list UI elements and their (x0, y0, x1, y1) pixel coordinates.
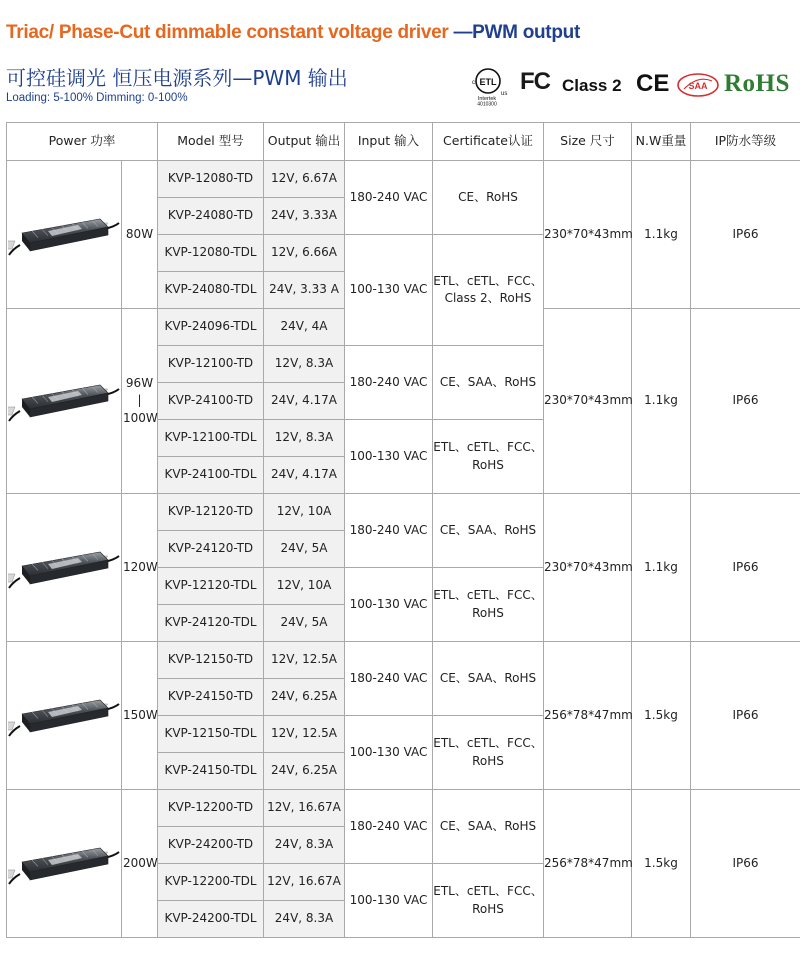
etl-mark-text: ETL (479, 77, 497, 87)
model-cell: KVP-24096-TDL (158, 309, 264, 346)
ce-logo: CE (636, 70, 670, 97)
table-header-row (7, 123, 800, 161)
weight-cell: 1.5kg (632, 790, 691, 938)
cert-cell: ETL、cETL、FCC、RoHS (433, 864, 544, 938)
weight-cell: 1.1kg (632, 494, 691, 642)
output-cell: 12V, 8.3A (264, 346, 345, 383)
model-cell: KVP-12150-TD (158, 642, 264, 679)
model-cell: KVP-12080-TD (158, 161, 264, 198)
power-150w: 150W (122, 642, 158, 790)
input-cell: 180-240 VAC (345, 346, 433, 420)
header-input: Input 输入 (345, 123, 433, 161)
output-cell: 12V, 6.67A (264, 161, 345, 198)
spec-table (6, 122, 800, 938)
input-cell: 180-240 VAC (345, 642, 433, 716)
weight-cell: 1.1kg (632, 309, 691, 494)
model-cell: KVP-24150-TDL (158, 753, 264, 790)
table-row (7, 494, 800, 531)
output-cell: 24V, 6.25A (264, 753, 345, 790)
input-cell: 100-130 VAC (345, 420, 433, 494)
size-cell: 256*78*47mm (544, 790, 632, 938)
input-cell: 100-130 VAC (345, 864, 433, 938)
input-cell: 100-130 VAC (345, 716, 433, 790)
driver-image-150w (7, 642, 122, 790)
ip-cell: IP66 (691, 790, 800, 938)
input-cell: 100-130 VAC (345, 235, 433, 346)
led-driver-icon (8, 371, 120, 431)
header-ip: IP防水等级 (691, 123, 800, 161)
size-cell: 230*70*43mm (544, 309, 632, 494)
saa-logo-icon (676, 72, 720, 98)
header-certificate: Certificate认证 (433, 123, 544, 161)
model-cell: KVP-24080-TD (158, 198, 264, 235)
ip-cell: IP66 (691, 494, 800, 642)
cert-cell: ETL、cETL、FCC、RoHS (433, 568, 544, 642)
model-cell: KVP-24080-TDL (158, 272, 264, 309)
output-cell: 24V, 4A (264, 309, 345, 346)
power-200w: 200W (122, 790, 158, 938)
size-cell: 256*78*47mm (544, 642, 632, 790)
output-cell: 24V, 8.3A (264, 901, 345, 938)
ip-cell: IP66 (691, 642, 800, 790)
driver-image-200w (7, 790, 122, 938)
etl-c-text: c (472, 80, 475, 86)
output-cell: 24V, 4.17A (264, 383, 345, 420)
output-cell: 12V, 10A (264, 568, 345, 605)
rohs-logo: RoHS (724, 70, 790, 97)
etl-intertek-text: Intertek (477, 96, 497, 102)
output-cell: 24V, 5A (264, 531, 345, 568)
model-cell: KVP-12200-TDL (158, 864, 264, 901)
power-line: | (137, 393, 142, 408)
subtitle-chinese: 可控硅调光 恒压电源系列—PWM 输出 (6, 66, 348, 90)
model-cell: KVP-24150-TD (158, 679, 264, 716)
driver-image-120w (7, 494, 122, 642)
driver-image-100w (7, 309, 122, 494)
driver-image-80w (7, 161, 122, 309)
input-cell: 180-240 VAC (345, 494, 433, 568)
cert-cell: CE、SAA、RoHS (433, 790, 544, 864)
header-power: Power 功率 (7, 123, 158, 161)
size-cell: 230*70*43mm (544, 161, 632, 309)
cert-cell: CE、SAA、RoHS (433, 346, 544, 420)
output-cell: 24V, 8.3A (264, 827, 345, 864)
output-cell: 24V, 6.25A (264, 679, 345, 716)
input-cell: 180-240 VAC (345, 161, 433, 235)
etl-us-text: us (501, 91, 508, 97)
cert-cell: ETL、cETL、FCC、RoHS (433, 716, 544, 790)
model-cell: KVP-24120-TD (158, 531, 264, 568)
weight-cell: 1.5kg (632, 642, 691, 790)
output-cell: 12V, 6.66A (264, 235, 345, 272)
output-cell: 24V, 3.33A (264, 198, 345, 235)
power-96w-100w (122, 309, 158, 494)
weight-cell: 1.1kg (632, 161, 691, 309)
model-cell: KVP-12120-TDL (158, 568, 264, 605)
model-cell: KVP-24120-TDL (158, 605, 264, 642)
class2-logo: Class 2 (562, 76, 622, 95)
model-cell: KVP-12150-TDL (158, 716, 264, 753)
power-120w: 120W (122, 494, 158, 642)
header-size: Size 尺寸 (544, 123, 632, 161)
model-cell: KVP-12120-TD (158, 494, 264, 531)
header-weight: N.W重量 (632, 123, 691, 161)
led-driver-icon (8, 834, 120, 894)
model-cell: KVP-24100-TDL (158, 457, 264, 494)
ip-cell: IP66 (691, 161, 800, 309)
header-model: Model 型号 (158, 123, 264, 161)
saa-text: SAA (688, 81, 708, 91)
model-cell: KVP-24200-TD (158, 827, 264, 864)
cert-cell: CE、SAA、RoHS (433, 642, 544, 716)
output-cell: 12V, 12.5A (264, 716, 345, 753)
table-row (7, 161, 800, 198)
fcc-logo: FC (520, 68, 550, 95)
led-driver-icon (8, 538, 120, 598)
etl-number-text: 4010300 (477, 101, 497, 106)
output-cell: 24V, 3.33 A (264, 272, 345, 309)
table-row (7, 642, 800, 679)
model-cell: KVP-12100-TDL (158, 420, 264, 457)
led-driver-icon (8, 686, 120, 746)
cert-cell: CE、RoHS (433, 161, 544, 235)
cert-cell: ETL、cETL、FCC、RoHS (433, 420, 544, 494)
page-title (6, 22, 580, 44)
input-cell: 100-130 VAC (345, 568, 433, 642)
model-cell: KVP-12080-TDL (158, 235, 264, 272)
table-row (7, 790, 800, 827)
power-80w: 80W (122, 161, 158, 309)
output-cell: 24V, 4.17A (264, 457, 345, 494)
title-suffix: —PWM output (448, 22, 580, 43)
output-cell: 12V, 16.67A (264, 790, 345, 827)
header-output: Output 输出 (264, 123, 345, 161)
model-cell: KVP-24100-TD (158, 383, 264, 420)
output-cell: 12V, 8.3A (264, 420, 345, 457)
etl-listed-icon (470, 66, 510, 106)
model-cell: KVP-12200-TD (158, 790, 264, 827)
size-cell: 230*70*43mm (544, 494, 632, 642)
output-cell: 24V, 5A (264, 605, 345, 642)
model-cell: KVP-12100-TD (158, 346, 264, 383)
cert-cell: ETL、cETL、FCC、Class 2、RoHS (433, 235, 544, 346)
power-line: 96W (125, 375, 154, 390)
input-cell: 180-240 VAC (345, 790, 433, 864)
power-line: 100W (123, 410, 158, 425)
title-main: Triac/ Phase-Cut dimmable constant voltage driver (6, 22, 449, 43)
model-cell: KVP-24200-TDL (158, 901, 264, 938)
cert-cell: CE、SAA、RoHS (433, 494, 544, 568)
output-cell: 12V, 16.67A (264, 864, 345, 901)
output-cell: 12V, 10A (264, 494, 345, 531)
output-cell: 12V, 12.5A (264, 642, 345, 679)
led-driver-icon (8, 205, 120, 265)
ip-cell: IP66 (691, 309, 800, 494)
certification-logos (470, 62, 795, 106)
loading-dimming-info: Loading: 5-100% Dimming: 0-100% (6, 92, 188, 104)
